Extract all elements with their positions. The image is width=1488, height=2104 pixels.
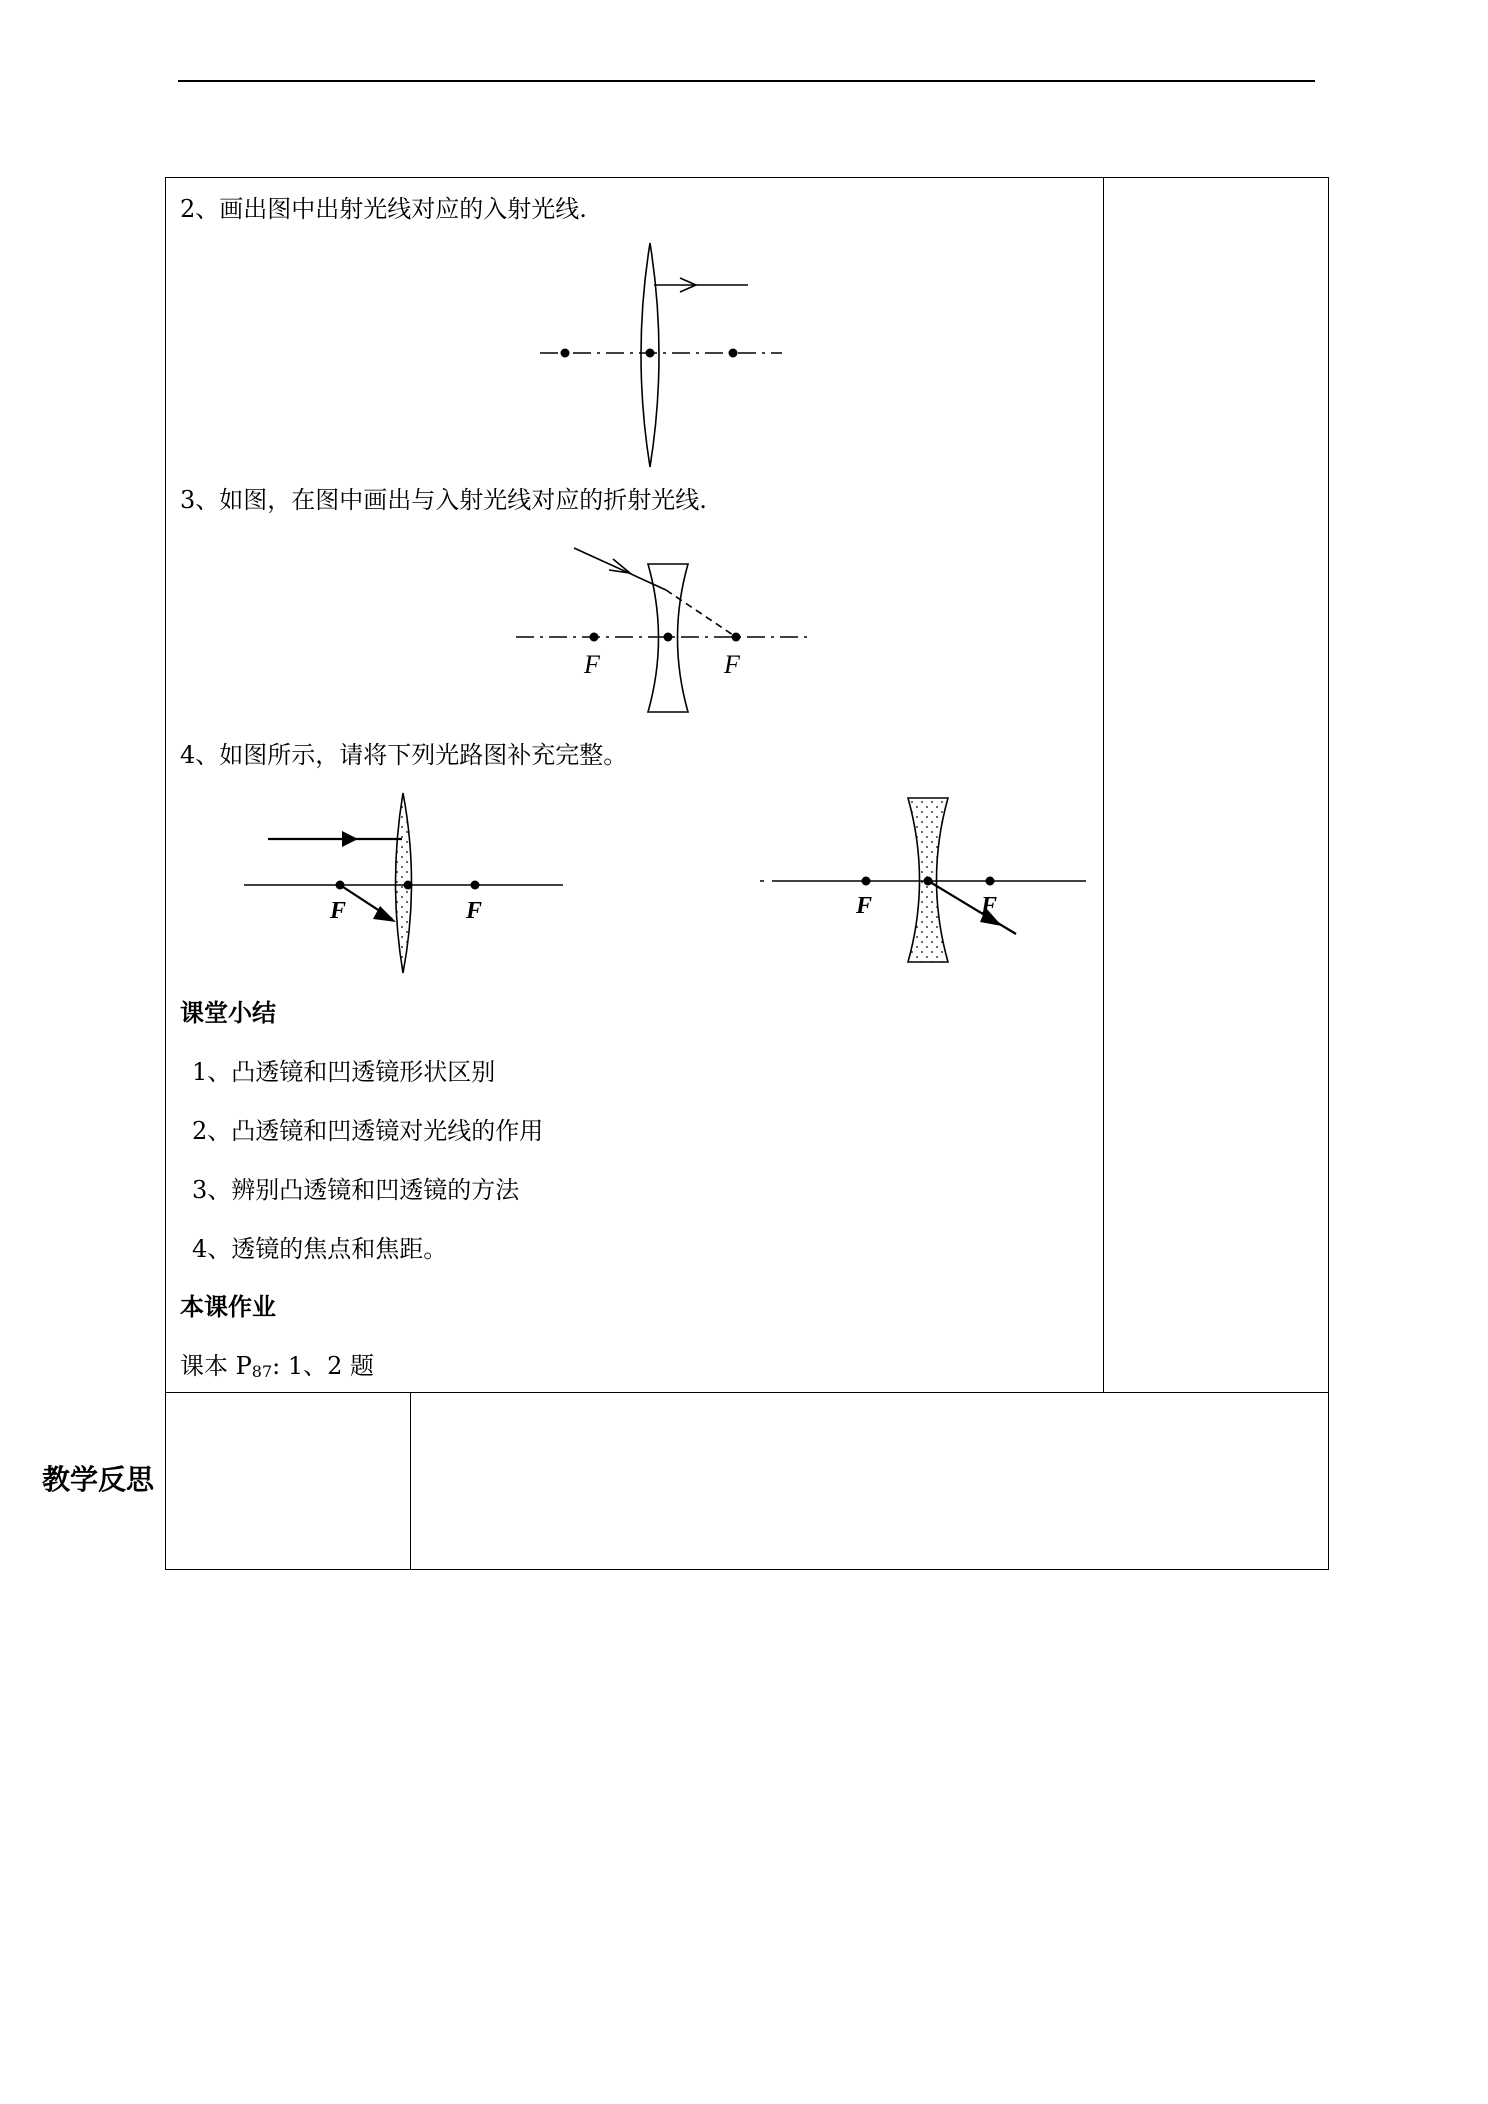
summary-item: 4、透镜的焦点和焦距。 xyxy=(192,1235,448,1263)
figure-convex-lens-q4a xyxy=(230,785,570,985)
outgoing-ray xyxy=(930,882,1016,934)
ray-arrow xyxy=(342,831,358,847)
focus-point xyxy=(561,349,570,358)
summary-item: 2、凸透镜和凹透镜对光线的作用 xyxy=(192,1117,544,1145)
focus-point xyxy=(862,877,871,886)
focus-point xyxy=(986,877,995,886)
homework-page: 87 xyxy=(251,1362,273,1381)
axis-dash xyxy=(236,884,244,886)
optical-center-point xyxy=(404,881,413,890)
optical-center-point xyxy=(924,877,933,886)
homework-prefix: 课本 P xyxy=(180,1352,252,1380)
axis-dash xyxy=(764,880,772,882)
reflection-label: 教学反思 xyxy=(42,1463,155,1496)
homework-suffix: : 1、2 题 xyxy=(272,1352,375,1380)
focus-label: F xyxy=(584,650,600,679)
focus-point xyxy=(590,633,599,642)
summary-item: 3、辨别凸透镜和凹透镜的方法 xyxy=(192,1176,520,1204)
summary-item: 1、凸透镜和凹透镜形状区别 xyxy=(192,1058,496,1086)
focus-label: F xyxy=(330,898,347,924)
focus-label: F xyxy=(856,893,873,919)
focus-label: F xyxy=(466,898,483,924)
figure-convex-lens-q2 xyxy=(530,235,790,475)
focus-label: F xyxy=(724,650,740,679)
optical-center-point xyxy=(646,349,655,358)
extension-line xyxy=(666,590,736,637)
header-rule xyxy=(178,80,1315,82)
question-2: 2、画出图中出射光线对应的入射光线. xyxy=(180,195,587,223)
figure-concave-lens-q3 xyxy=(510,540,820,720)
focus-point xyxy=(471,881,480,890)
homework-heading: 本课作业 xyxy=(180,1293,276,1321)
focus-label: F xyxy=(981,893,998,919)
reflection-label-cell xyxy=(166,1392,411,1569)
summary-heading: 课堂小结 xyxy=(180,999,276,1027)
optical-center-point xyxy=(664,633,673,642)
question-4: 4、如图所示，请将下列光路图补充完整。 xyxy=(180,741,628,769)
figure-concave-lens-q4b xyxy=(750,790,1090,990)
focus-point xyxy=(729,349,738,358)
question-3: 3、如图，在图中画出与入射光线对应的折射光线. xyxy=(180,486,707,514)
incident-ray xyxy=(574,548,666,590)
